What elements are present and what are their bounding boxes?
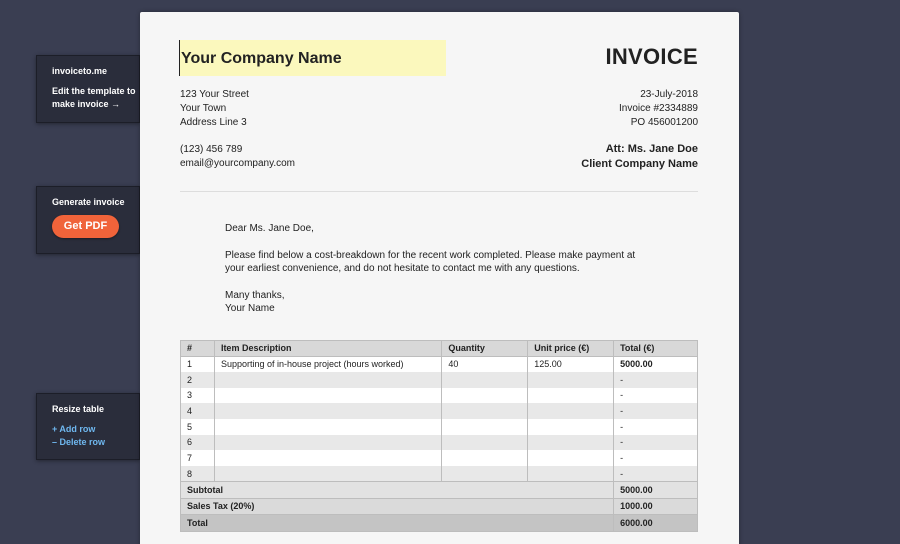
add-row-link[interactable]: + Add row <box>52 424 96 434</box>
item-total: - <box>614 450 698 466</box>
row-number: 3 <box>181 388 215 404</box>
invoice-meta <box>619 88 698 130</box>
item-unit-price[interactable] <box>528 403 614 419</box>
client-attention[interactable]: Att: Ms. Jane Doe <box>605 143 698 155</box>
item-total: - <box>614 388 698 404</box>
cover-letter <box>225 222 655 316</box>
item-total: - <box>614 466 698 482</box>
item-total: - <box>614 372 698 388</box>
table-row <box>181 403 698 419</box>
invoice-number[interactable]: Invoice #2334889 <box>619 103 698 114</box>
tax-label[interactable]: Sales Tax (20%) <box>181 498 614 515</box>
address-line-3[interactable]: Address Line 3 <box>180 117 247 128</box>
total-value: 6000.00 <box>614 515 698 532</box>
header-description: Item Description <box>214 341 441 357</box>
item-unit-price[interactable] <box>528 388 614 404</box>
total-label: Total <box>181 515 614 532</box>
po-number[interactable]: PO 456001200 <box>630 117 698 128</box>
row-number: 2 <box>181 372 215 388</box>
item-description[interactable] <box>214 403 441 419</box>
resize-title: Resize table <box>52 404 105 414</box>
invoice-items-table <box>180 340 698 532</box>
header-divider <box>180 191 698 192</box>
tax-value: 1000.00 <box>614 498 698 515</box>
table-row <box>181 388 698 404</box>
header-unit-price: Unit price (€) <box>528 341 614 357</box>
table-row <box>181 450 698 466</box>
row-number: 7 <box>181 450 215 466</box>
company-address <box>180 88 249 130</box>
item-description[interactable]: Supporting of in-house project (hours worked) <box>214 356 441 372</box>
delete-row-link[interactable]: – Delete row <box>52 437 106 447</box>
item-quantity[interactable] <box>442 419 528 435</box>
table-row <box>181 466 698 482</box>
item-unit-price[interactable] <box>528 435 614 451</box>
address-line-2[interactable]: Your Town <box>180 103 227 114</box>
row-number: 6 <box>181 435 215 451</box>
item-total: - <box>614 403 698 419</box>
table-row <box>181 372 698 388</box>
generate-title: Generate invoice <box>52 197 125 207</box>
table-row <box>181 435 698 451</box>
header-total: Total (€) <box>614 341 698 357</box>
item-description[interactable] <box>214 388 441 404</box>
total-row <box>181 515 698 532</box>
header-quantity: Quantity <box>442 341 528 357</box>
item-unit-price[interactable] <box>528 466 614 482</box>
company-email[interactable]: email@yourcompany.com <box>180 158 296 169</box>
table-row <box>181 419 698 435</box>
row-number: 5 <box>181 419 215 435</box>
address-line-1[interactable]: 123 Your Street <box>180 89 249 100</box>
subtotal-label: Subtotal <box>181 482 614 499</box>
client-company[interactable]: Client Company Name <box>581 158 698 170</box>
item-description[interactable] <box>214 466 441 482</box>
client-info <box>581 142 698 172</box>
item-unit-price[interactable] <box>528 419 614 435</box>
invoice-title[interactable]: INVOICE <box>605 44 698 69</box>
header-number: # <box>181 341 215 357</box>
item-description[interactable] <box>214 419 441 435</box>
letter-body[interactable]: Please find below a cost-breakdown for the recent work completed. Please make payment at your earliest convenience, and do not hesitate to contact me with any questions. <box>225 249 636 274</box>
item-description[interactable] <box>214 372 441 388</box>
item-description[interactable] <box>214 450 441 466</box>
company-phone[interactable]: (123) 456 789 <box>180 144 243 155</box>
letter-greeting[interactable]: Dear Ms. Jane Doe, <box>225 223 314 234</box>
item-description[interactable] <box>214 435 441 451</box>
row-number: 4 <box>181 403 215 419</box>
item-quantity[interactable]: 40 <box>442 356 528 372</box>
subtotal-row <box>181 482 698 499</box>
tax-row <box>181 498 698 515</box>
invoice-date[interactable]: 23-July-2018 <box>640 89 698 100</box>
item-total: 5000.00 <box>614 356 698 372</box>
item-quantity[interactable] <box>442 435 528 451</box>
item-total: - <box>614 435 698 451</box>
company-name-field[interactable]: Your Company Name <box>179 40 446 76</box>
brand-name: invoiceto.me <box>52 66 108 76</box>
invoice-paper <box>140 12 739 544</box>
letter-signoff[interactable]: Many thanks, <box>225 289 285 301</box>
row-number: 8 <box>181 466 215 482</box>
item-quantity[interactable] <box>442 388 528 404</box>
letter-name[interactable]: Your Name <box>225 303 275 314</box>
generate-panel <box>36 186 140 254</box>
item-quantity[interactable] <box>442 403 528 419</box>
company-contact <box>180 143 295 171</box>
item-quantity[interactable] <box>442 372 528 388</box>
item-unit-price[interactable]: 125.00 <box>528 356 614 372</box>
brand-panel <box>36 55 140 123</box>
table-row <box>181 356 698 372</box>
row-number: 1 <box>181 356 215 372</box>
item-quantity[interactable] <box>442 466 528 482</box>
item-total: - <box>614 419 698 435</box>
edit-hint: Edit the template to make invoice → <box>52 86 136 109</box>
item-quantity[interactable] <box>442 450 528 466</box>
item-unit-price[interactable] <box>528 450 614 466</box>
get-pdf-button[interactable]: Get PDF <box>52 215 119 238</box>
resize-panel <box>36 393 140 460</box>
item-unit-price[interactable] <box>528 372 614 388</box>
table-header-row <box>181 341 698 357</box>
subtotal-value: 5000.00 <box>614 482 698 499</box>
